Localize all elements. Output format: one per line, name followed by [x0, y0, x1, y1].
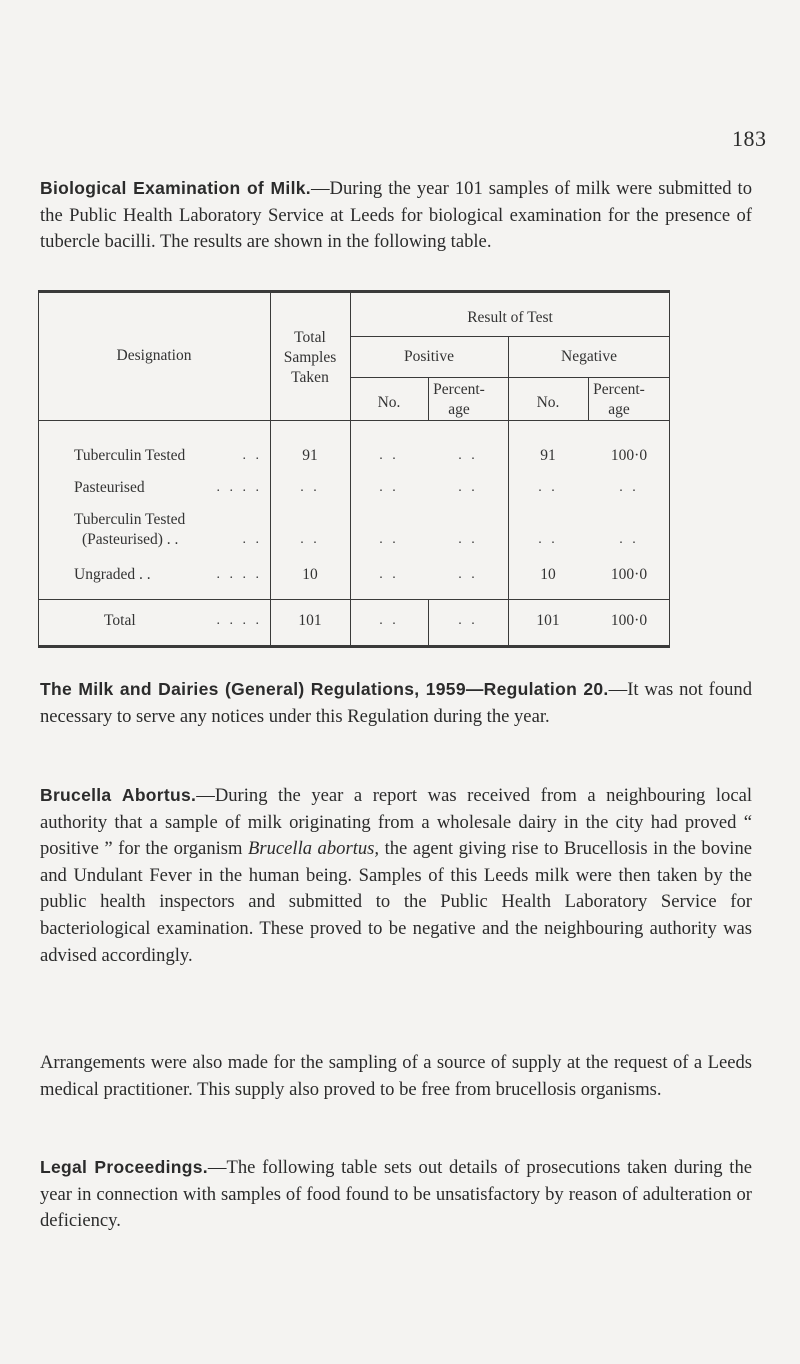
- row-positive-pct: . .: [458, 448, 478, 463]
- header-rule-2: [350, 377, 670, 378]
- brucella-body-1: —During the year a report was received from a neighbouring local authority that a sample of milk originating from a wholesale dairy in the city had proved “ positive ” for the organism: [40, 785, 752, 860]
- row-leader: . . . .: [216, 480, 262, 495]
- header-negative: Negative: [561, 348, 617, 365]
- row-designation-line-2: (Pasteurised) . .: [82, 531, 179, 548]
- row-positive-pct: . .: [458, 480, 478, 495]
- row-designation: Tuberculin Tested: [74, 511, 186, 528]
- total-row-rule: [38, 599, 670, 600]
- header-negative-no: No.: [536, 394, 560, 411]
- row-negative-pct: 100·0: [610, 447, 648, 464]
- regulations-heading: The Milk and Dairies (General) Regulations, 1959—Regulation 20.: [40, 679, 609, 699]
- total-row-label: Total: [104, 612, 136, 629]
- milk-examination-body: —During the year 101 samples of milk were submitted to the Public Health Laboratory Service at Leeds for biological examination for the presence of tubercle bacilli. The results are shown in the following table.: [40, 178, 752, 253]
- regulations-paragraph: [40, 676, 752, 730]
- total-row-positive-no: . .: [379, 613, 399, 628]
- brucella-body-2: the agent giving rise to Brucellosis in the bovine and Undulant Fever in the human being. Samples of this Leeds milk were then taken by the public health inspectors and submitted to the Public Health Laboratory Service for bacteriological examination. These proved to be negative and the neighbouring authority was advised accordingly.: [40, 838, 753, 966]
- row-total: 91: [302, 447, 318, 464]
- row-positive-no: . .: [379, 567, 399, 582]
- header-negative-percentage: Percent- age: [593, 381, 645, 418]
- table-left-rule: [38, 290, 39, 648]
- row-designation: Ungraded . .: [74, 566, 151, 583]
- row-positive-no: . .: [379, 532, 399, 547]
- row-positive-pct: . .: [458, 532, 478, 547]
- col-rule-pos-pct-header: [428, 377, 429, 420]
- col-rule-neg-pct-header: [588, 377, 589, 420]
- table-top-rule: [38, 290, 670, 293]
- legal-proceedings-paragraph: [40, 1154, 752, 1235]
- row-positive-pct: . .: [458, 567, 478, 582]
- row-negative-no: . .: [538, 532, 558, 547]
- row-negative-no: 10: [540, 566, 556, 583]
- total-row-negative-no: 101: [536, 612, 560, 629]
- page-number: 183: [732, 126, 767, 151]
- row-designation: Tuberculin Tested: [74, 447, 186, 464]
- brucella-organism-name: Brucella abortus,: [248, 838, 380, 860]
- row-negative-no: . .: [538, 480, 558, 495]
- total-row-leader: . . . .: [216, 613, 262, 628]
- total-row-total: 101: [298, 612, 322, 629]
- row-positive-no: . .: [379, 448, 399, 463]
- header-positive: Positive: [404, 348, 454, 365]
- row-leader: . .: [242, 448, 262, 463]
- header-positive-no: No.: [377, 394, 401, 411]
- header-total-samples: Total Samples Taken: [283, 329, 337, 386]
- header-rule-1: [350, 336, 670, 337]
- brucella-heading: Brucella Abortus.: [40, 785, 197, 805]
- arrangements-paragraph: [40, 1050, 752, 1103]
- milk-examination-heading: Biological Examination of Milk.: [40, 178, 311, 198]
- row-negative-pct: . .: [619, 532, 639, 547]
- row-total: . .: [300, 532, 320, 547]
- row-leader: . . . .: [216, 567, 262, 582]
- brucella-paragraph: [40, 782, 752, 969]
- row-negative-no: 91: [540, 447, 556, 464]
- header-bottom-rule: [38, 420, 670, 421]
- row-negative-pct: . .: [619, 480, 639, 495]
- milk-results-table: [38, 290, 670, 648]
- header-positive-percentage: Percent- age: [433, 381, 485, 418]
- legal-proceedings-body: —The following table sets out details of prosecutions taken during the year in connection with samples of food found to be unsatisfactory by reason of adulteration or deficiency.: [40, 1157, 752, 1232]
- table-right-rule: [669, 290, 670, 648]
- milk-examination-paragraph: [40, 175, 752, 256]
- total-row-negative-pct: 100·0: [610, 612, 648, 629]
- header-result-of-test: Result of Test: [467, 309, 553, 326]
- row-total: 10: [302, 566, 318, 583]
- row-negative-pct: 100·0: [610, 566, 648, 583]
- row-total: . .: [300, 480, 320, 495]
- row-designation: Pasteurised: [74, 479, 145, 496]
- row-leader: . .: [242, 532, 262, 547]
- arrangements-body: Arrangements were also made for the sampling of a source of supply at the request of a Leeds medical practitioner. This supply also proved to be free from brucellosis organisms.: [40, 1052, 752, 1100]
- table-bottom-rule: [38, 645, 670, 648]
- regulations-body: —It was not found necessary to serve any notices under this Regulation during the year.: [40, 679, 753, 727]
- total-row-positive-pct: . .: [458, 613, 478, 628]
- header-designation: Designation: [116, 347, 192, 364]
- col-rule-positive: [350, 290, 351, 648]
- row-positive-no: . .: [379, 480, 399, 495]
- legal-proceedings-heading: Legal Proceedings.: [40, 1157, 208, 1177]
